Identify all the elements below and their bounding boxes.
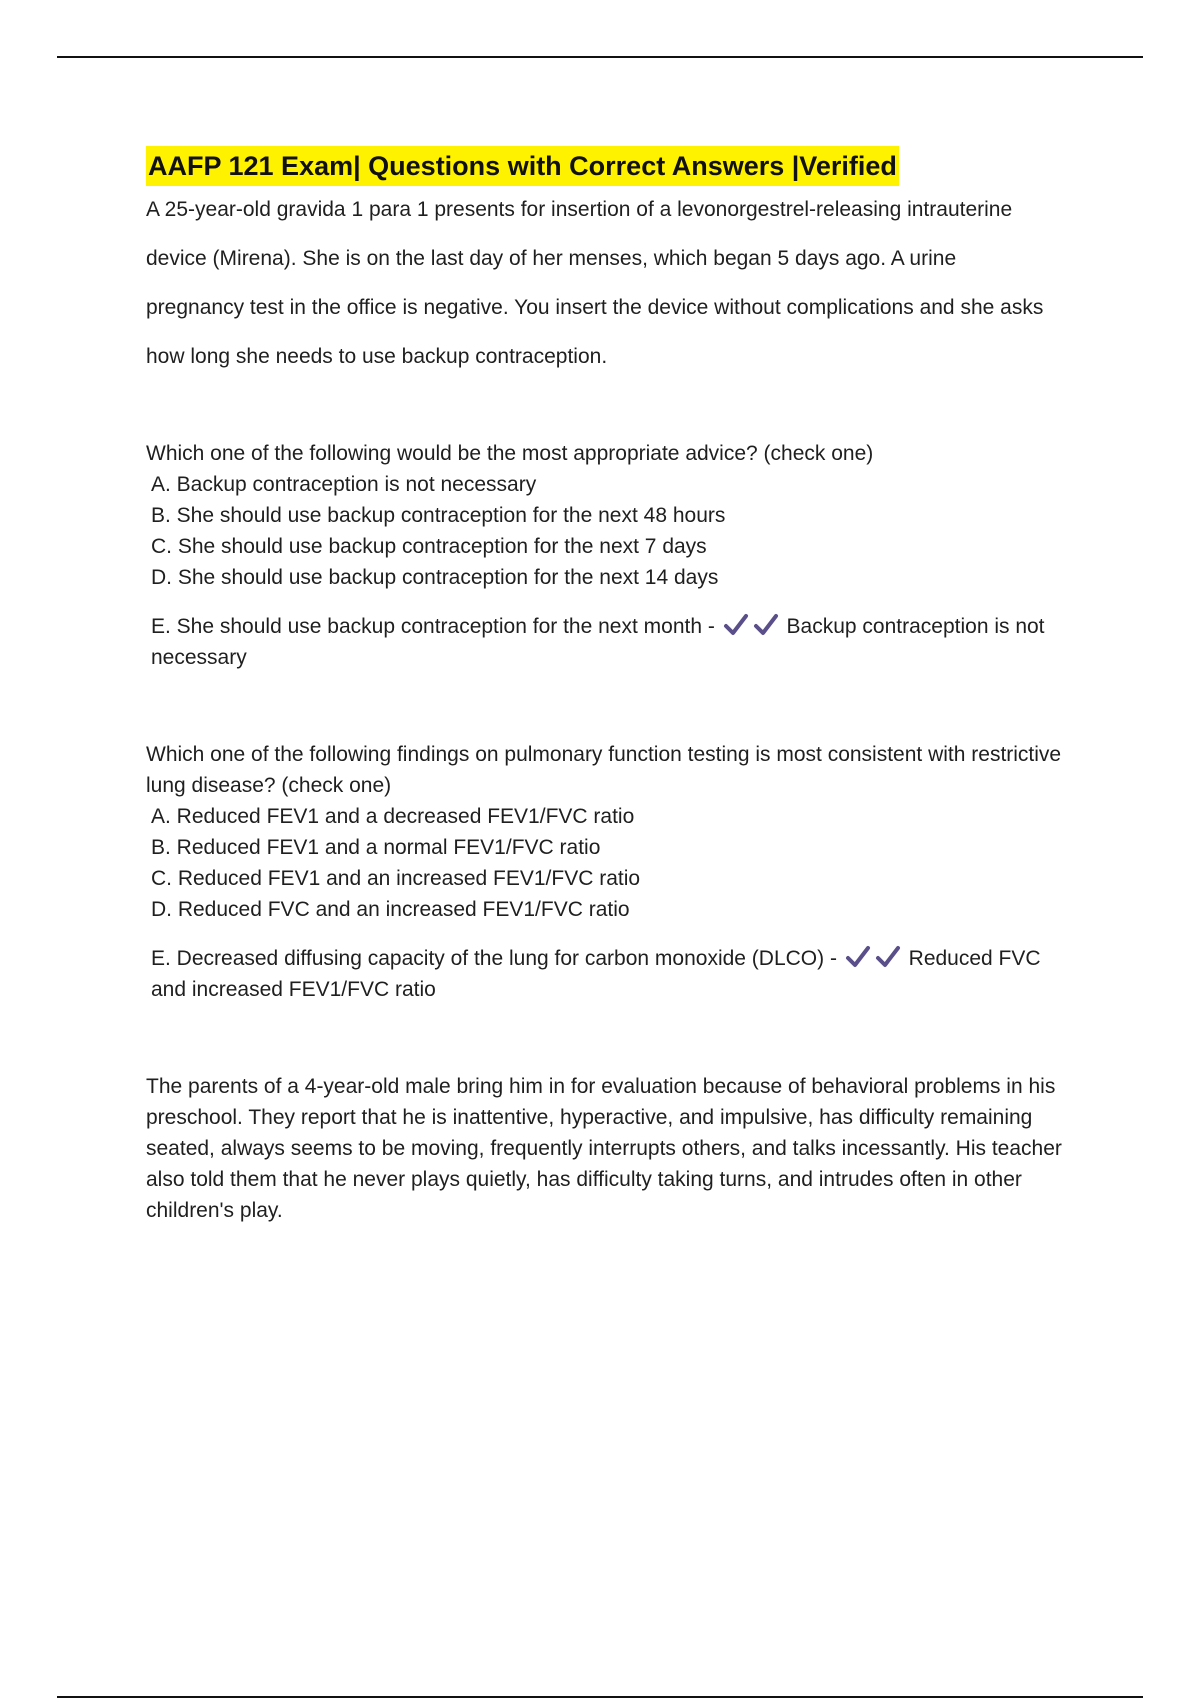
q2-option-e-text: E. Decreased diffusing capacity of the lung for carbon monoxide (DLCO) -	[151, 947, 837, 970]
question-1	[146, 194, 1076, 673]
q3-text: The parents of a 4-year-old male bring him in for evaluation because of behavioral problems in his preschool. They report that he is inattentive, hyperactive, and impulsive, has difficulty remaining seated, always seems to be moving, frequently interrupts others, and talks incessantly. His teacher also told them that he never plays quietly, has difficulty taking turns, and intrudes often in other children's play.	[146, 1075, 1062, 1222]
q2-correct-answer: Reduced FVC and increased FEV1/FVC ratio	[151, 947, 1041, 1001]
q2-option-d: D. Reduced FVC and an increased FEV1/FVC ratio	[151, 898, 630, 921]
q1-stem: Which one of the following would be the most appropriate advice? (check one)	[146, 442, 874, 465]
q1-option-b: B. She should use backup contraception for the next 48 hours	[151, 504, 726, 527]
q1-line-4: how long she needs to use backup contraception.	[146, 345, 608, 368]
q1-line-1: A 25-year-old gravida 1 para 1 presents for insertion of a levonorgestrel-releasing intrauterine	[146, 198, 1013, 221]
question-2	[146, 739, 1076, 1005]
q1-option-e-text: E. She should use backup contraception for the next month -	[151, 615, 715, 638]
q2-option-b: B. Reduced FEV1 and a normal FEV1/FVC ratio	[151, 836, 601, 859]
checkmark-icon	[753, 613, 779, 637]
q1-option-e	[146, 611, 1076, 673]
q1-line-2: device (Mirena). She is on the last day of her menses, which began 5 days ago. A urine	[146, 247, 957, 270]
page-title: AAFP 121 Exam| Questions with Correct Answers |Verified	[146, 146, 899, 186]
q2-option-c: C. Reduced FEV1 and an increased FEV1/FVC ratio	[151, 867, 641, 890]
top-rule	[57, 56, 1143, 58]
q2-option-a: A. Reduced FEV1 and a decreased FEV1/FVC ratio	[151, 805, 635, 828]
checkmark-icon	[723, 613, 749, 637]
q1-line-3: pregnancy test in the office is negative. You insert the device without complications and she asks	[146, 296, 1044, 319]
q1-option-a: A. Backup contraception is not necessary	[151, 473, 537, 496]
bottom-rule	[57, 1696, 1143, 1698]
checkmark-icon	[875, 945, 901, 969]
question-3	[146, 1071, 1076, 1226]
q1-correct-answer: Backup contraception is not necessary	[151, 615, 1045, 669]
q2-option-e	[146, 943, 1076, 1005]
q2-stem: Which one of the following findings on pulmonary function testing is most consistent with restrictive lung disease? (check one)	[146, 743, 1062, 797]
checkmark-icon	[845, 945, 871, 969]
q1-option-c: C. She should use backup contraception for the next 7 days	[151, 535, 707, 558]
document-body	[146, 146, 1076, 1226]
q1-option-d: D. She should use backup contraception for the next 14 days	[151, 566, 719, 589]
